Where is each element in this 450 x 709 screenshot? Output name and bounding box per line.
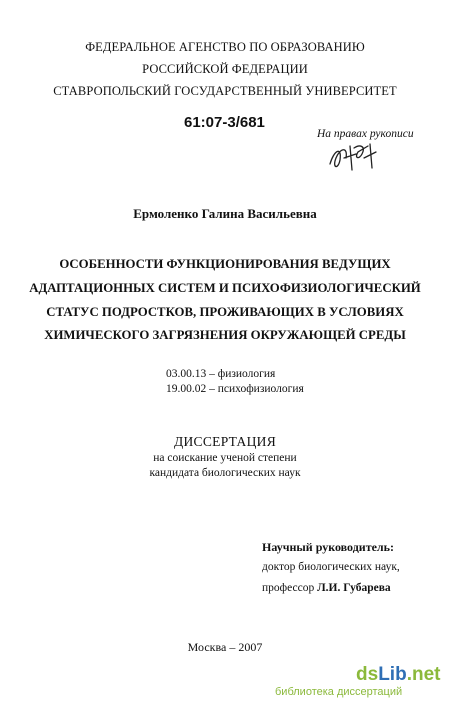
thesis-title-line-1: ОСОБЕННОСТИ ФУНКЦИОНИРОВАНИЯ ВЕДУЩИХ: [59, 257, 391, 271]
watermark-logo-lib: Lib: [378, 664, 407, 685]
institution-line-3: СТАВРОПОЛЬСКИЙ ГОСУДАРСТВЕННЫЙ УНИВЕРСИТЕТ: [53, 84, 397, 98]
catalog-code: 61:07-3/681: [184, 114, 265, 131]
institution-line-1: ФЕДЕРАЛЬНОЕ АГЕНСТВО ПО ОБРАЗОВАНИЮ: [85, 40, 365, 54]
rights-note: На правах рукописи: [317, 128, 414, 140]
supervisor-heading: Научный руководитель:: [262, 540, 394, 554]
watermark-logo[interactable]: [356, 664, 440, 686]
dissertation-label: ДИССЕРТАЦИЯ: [173, 434, 276, 449]
specialty-2: 19.00.02 – психофизиология: [166, 383, 304, 395]
specialty-1: 03.00.13 – физиология: [166, 368, 276, 380]
watermark-logo-net: .net: [406, 664, 441, 685]
thesis-title-line-3: СТАТУС ПОДРОСТКОВ, ПРОЖИВАЮЩИХ В УСЛОВИЯХ: [46, 305, 404, 319]
watermark-tagline: библиотека диссертаций: [275, 686, 403, 698]
degree-line-2: кандидата биологических наук: [149, 467, 301, 479]
thesis-title-line-2: АДАПТАЦИОННЫХ СИСТЕМ И ПСИХОФИЗИОЛОГИЧЕСКИЙ: [29, 281, 421, 295]
watermark-logo-ds: ds: [356, 664, 379, 685]
supervisor-title: профессор: [262, 582, 315, 594]
author-name: Ермоленко Галина Васильевна: [133, 206, 317, 221]
supervisor-degree: доктор биологических наук,: [262, 561, 400, 573]
handwritten-signature: [326, 140, 382, 174]
degree-line-1: на соискание ученой степени: [153, 452, 297, 464]
thesis-title-line-4: ХИМИЧЕСКОГО ЗАГРЯЗНЕНИЯ ОКРУЖАЮЩЕЙ СРЕДЫ: [44, 328, 406, 342]
city-year: Москва – 2007: [187, 640, 263, 654]
institution-line-2: РОССИЙСКОЙ ФЕДЕРАЦИИ: [142, 62, 308, 76]
supervisor-title-name: [262, 582, 391, 594]
supervisor-name: Л.И. Губарева: [317, 582, 391, 594]
